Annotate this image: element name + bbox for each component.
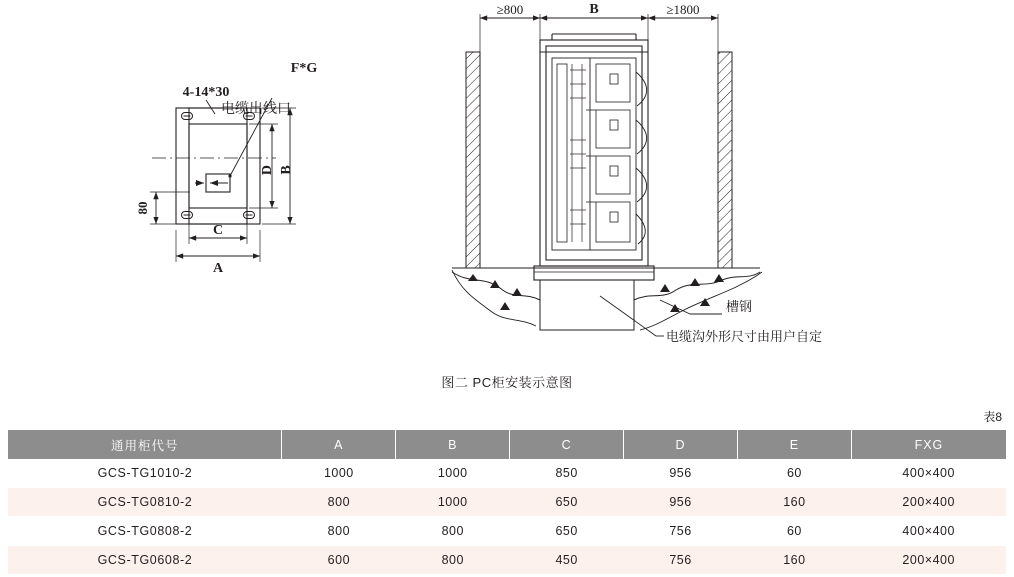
cell-c: 650 xyxy=(510,517,624,546)
cell-a: 800 xyxy=(282,517,396,546)
cell-fxg: 400×400 xyxy=(851,517,1006,546)
table-row xyxy=(8,488,1006,517)
cell-fxg: 400×400 xyxy=(851,459,1006,488)
cell-c: 650 xyxy=(510,488,624,517)
label-dim-d: D xyxy=(260,164,275,176)
cell-e: 60 xyxy=(737,517,851,546)
label-channel-steel: 槽钢 xyxy=(726,299,753,314)
cell-code: GCS-TG0810-2 xyxy=(8,488,282,517)
label-clearance-left: ≥800 xyxy=(496,2,524,17)
table-header-row xyxy=(8,430,1006,459)
table-row xyxy=(8,517,1006,546)
label-holes: 4-14*30 xyxy=(182,85,230,100)
cell-c: 450 xyxy=(510,546,624,575)
label-dim-a: A xyxy=(212,261,224,276)
cell-e: 160 xyxy=(737,488,851,517)
label-cable-outlet: 电缆出线口 xyxy=(221,100,291,116)
table-row xyxy=(8,546,1006,575)
table-row xyxy=(8,459,1006,488)
cell-a: 800 xyxy=(282,488,396,517)
col-header-code: 通用柜代号 xyxy=(8,430,282,459)
label-dim-80: 80 xyxy=(135,201,150,215)
label-elev-dim-b: B xyxy=(589,2,599,17)
spec-table-container xyxy=(8,430,1006,575)
col-header-a: A xyxy=(282,430,396,459)
cell-d: 956 xyxy=(624,459,738,488)
label-fg: F*G xyxy=(290,61,318,76)
cell-code: GCS-TG0608-2 xyxy=(8,546,282,575)
cell-fxg: 200×400 xyxy=(851,488,1006,517)
cell-b: 1000 xyxy=(396,459,510,488)
spec-table xyxy=(8,430,1006,575)
label-dim-c: C xyxy=(212,223,224,238)
col-header-fxg: FXG xyxy=(851,430,1006,459)
col-header-d: D xyxy=(624,430,738,459)
cell-fxg: 200×400 xyxy=(851,546,1006,575)
col-header-b: B xyxy=(396,430,510,459)
table-number-label: 表8 xyxy=(983,410,1002,424)
cell-code: GCS-TG0808-2 xyxy=(8,517,282,546)
col-header-c: C xyxy=(510,430,624,459)
col-header-e: E xyxy=(737,430,851,459)
cell-a: 1000 xyxy=(282,459,396,488)
cell-code: GCS-TG1010-2 xyxy=(8,459,282,488)
cell-d: 956 xyxy=(624,488,738,517)
cell-b: 800 xyxy=(396,546,510,575)
cell-d: 756 xyxy=(624,546,738,575)
cell-e: 160 xyxy=(737,546,851,575)
label-dim-b: B xyxy=(279,165,294,175)
cell-e: 60 xyxy=(737,459,851,488)
cell-d: 756 xyxy=(624,517,738,546)
label-clearance-right: ≥1800 xyxy=(666,2,700,17)
cell-a: 600 xyxy=(282,546,396,575)
cell-b: 800 xyxy=(396,517,510,546)
label-cable-trench: 电缆沟外形尺寸由用户自定 xyxy=(666,329,823,344)
figure-caption: 图二 PC柜安装示意图 xyxy=(441,375,573,390)
cell-b: 1000 xyxy=(396,488,510,517)
cell-c: 850 xyxy=(510,459,624,488)
